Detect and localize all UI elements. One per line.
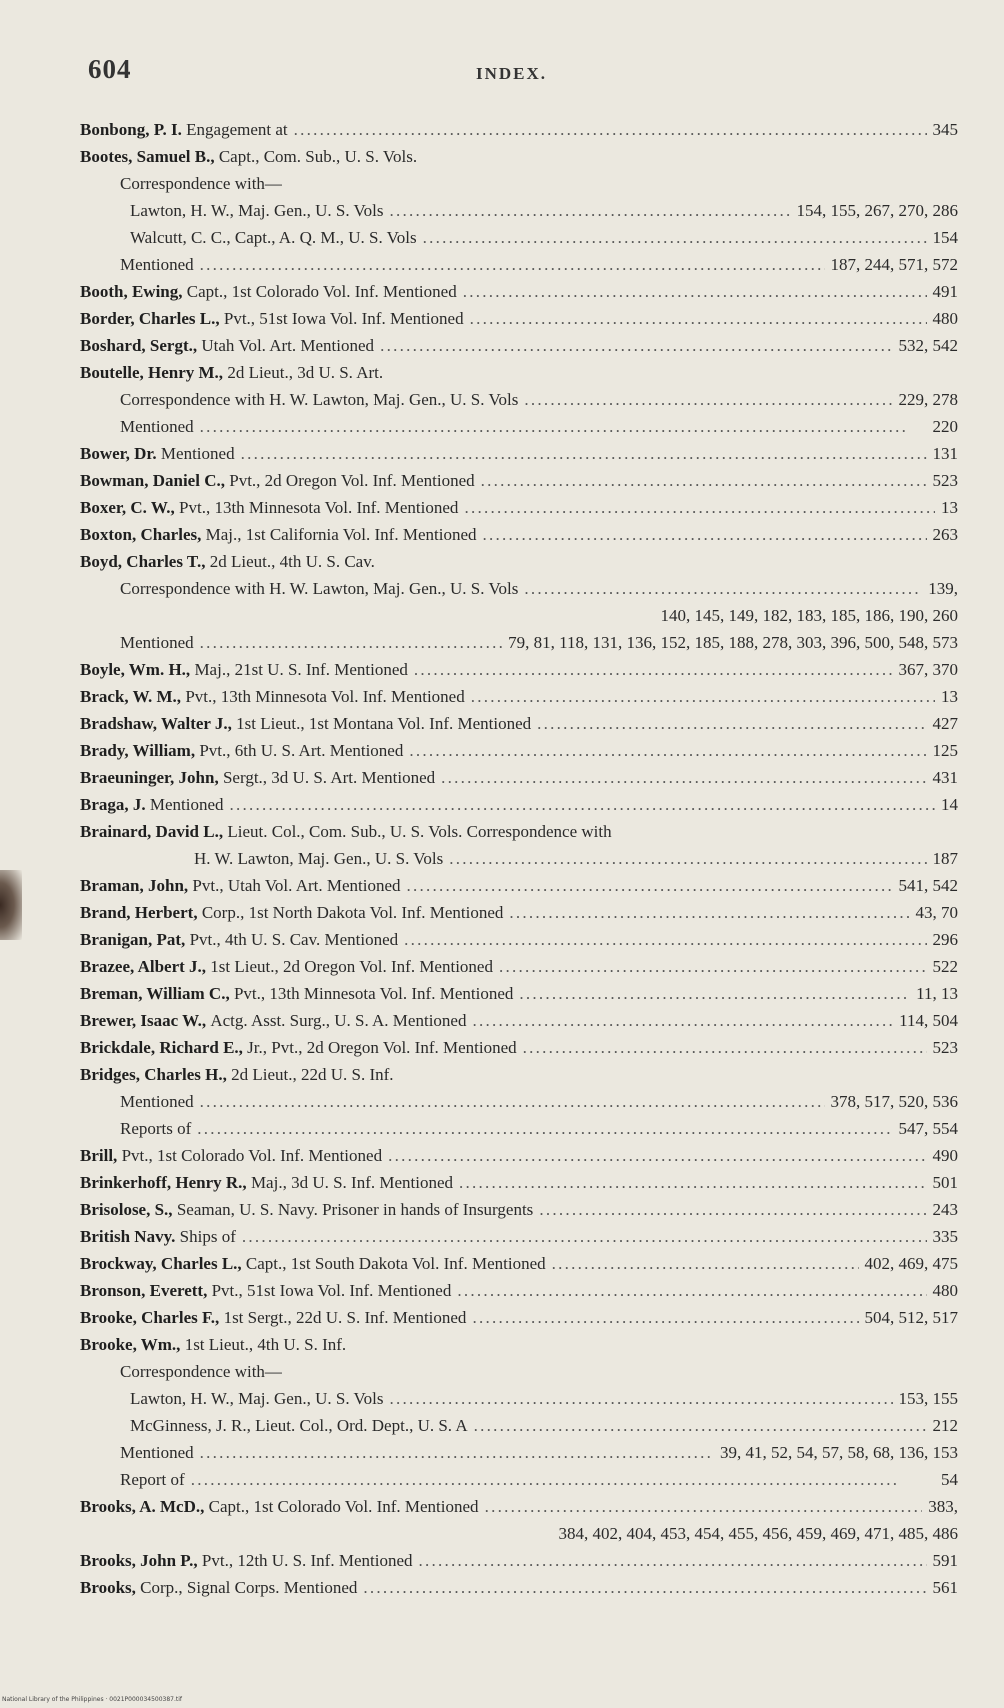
entry-pages: 13 bbox=[941, 498, 958, 517]
entry-description: Pvt., 4th U. S. Cav. Mentioned bbox=[189, 930, 399, 949]
entry-pages: 131 bbox=[932, 444, 958, 463]
index-entry bbox=[80, 170, 958, 197]
dot-leader bbox=[499, 953, 927, 980]
entry-pages: 541, 542 bbox=[898, 876, 958, 895]
scan-footer: National Library of the Philippines · 0021P000034500387.tif bbox=[2, 1696, 183, 1703]
entry-name: Brainard, David L., bbox=[80, 822, 224, 841]
entry-description: Lawton, H. W., Maj. Gen., U. S. Vols bbox=[130, 201, 384, 220]
index-entry bbox=[80, 278, 958, 305]
index-entry bbox=[80, 1250, 958, 1277]
dot-leader bbox=[481, 467, 927, 494]
dot-leader bbox=[409, 737, 926, 764]
entry-name: Bonbong, P. I. bbox=[80, 120, 182, 139]
dot-leader bbox=[464, 494, 935, 521]
entry-description: 2d Lieut., 4th U. S. Cav. bbox=[209, 552, 375, 571]
entry-pages: 384, 402, 404, 453, 454, 455, 456, 459, 469, 471, 485, 486 bbox=[558, 1524, 958, 1543]
entry-name: Brooke, Wm., bbox=[80, 1335, 181, 1354]
entry-pages: 523 bbox=[932, 1038, 958, 1057]
index-entry bbox=[80, 1304, 958, 1331]
entry-name: Brand, Herbert, bbox=[80, 903, 198, 922]
index-entry bbox=[80, 710, 958, 737]
entry-description: Pvt., 13th Minnesota Vol. Inf. Mentioned bbox=[233, 984, 514, 1003]
entry-pages: 296 bbox=[932, 930, 958, 949]
index-entry bbox=[80, 1466, 958, 1493]
dot-leader bbox=[230, 791, 935, 818]
entry-name: Braman, John, bbox=[80, 876, 189, 895]
entry-name: Braga, J. bbox=[80, 795, 146, 814]
entry-description: Maj., 21st U. S. Inf. Mentioned bbox=[194, 660, 408, 679]
entry-description: Corp., 1st North Dakota Vol. Inf. Mentioned bbox=[201, 903, 504, 922]
entry-description: 1st Sergt., 22d U. S. Inf. Mentioned bbox=[223, 1308, 467, 1327]
entry-description: Correspondence with— bbox=[120, 1362, 282, 1381]
entry-name: Boyle, Wm. H., bbox=[80, 660, 191, 679]
entry-description: Mentioned bbox=[120, 417, 194, 436]
dot-leader bbox=[509, 899, 909, 926]
index-entry bbox=[80, 818, 958, 845]
entry-pages: 367, 370 bbox=[898, 660, 958, 679]
dot-leader bbox=[414, 656, 893, 683]
entry-pages: 561 bbox=[932, 1578, 958, 1597]
index-entry bbox=[80, 548, 958, 575]
entry-description: Pvt., 51st Iowa Vol. Inf. Mentioned bbox=[223, 309, 464, 328]
entry-pages: 532, 542 bbox=[898, 336, 958, 355]
entry-pages: 501 bbox=[932, 1173, 958, 1192]
entry-description: 1st Lieut., 2d Oregon Vol. Inf. Mentioned bbox=[210, 957, 493, 976]
entry-pages: 263 bbox=[932, 525, 958, 544]
entry-description: Reports of bbox=[120, 1119, 192, 1138]
entry-pages: 402, 469, 475 bbox=[864, 1254, 958, 1273]
entry-description: Pvt., 6th U. S. Art. Mentioned bbox=[199, 741, 404, 760]
dot-leader bbox=[200, 413, 927, 440]
entry-description: Report of bbox=[120, 1470, 185, 1489]
dot-leader bbox=[200, 1439, 714, 1466]
dot-leader bbox=[539, 1196, 926, 1223]
entry-name: Brockway, Charles L., bbox=[80, 1254, 242, 1273]
dot-leader bbox=[472, 1304, 858, 1331]
entry-name: Brisolose, S., bbox=[80, 1200, 173, 1219]
index-entry bbox=[80, 1277, 958, 1304]
entry-name: Brady, William, bbox=[80, 741, 196, 760]
entry-pages: 114, 504 bbox=[899, 1011, 958, 1030]
dot-leader bbox=[470, 305, 927, 332]
dot-leader bbox=[471, 683, 935, 710]
dot-leader bbox=[380, 332, 892, 359]
entry-description: Seaman, U. S. Navy. Prisoner in hands of Insurgents bbox=[176, 1200, 534, 1219]
index-entry bbox=[80, 1115, 958, 1142]
entry-name: Boutelle, Henry M., bbox=[80, 363, 224, 382]
entry-pages: 187 bbox=[932, 849, 958, 868]
dot-leader bbox=[519, 980, 910, 1007]
entry-pages: 153, 155 bbox=[898, 1389, 958, 1408]
entry-pages: 335 bbox=[932, 1227, 958, 1246]
entry-name: Brooke, Charles F., bbox=[80, 1308, 220, 1327]
index-entry bbox=[80, 494, 958, 521]
index-entry bbox=[80, 1034, 958, 1061]
index-entry bbox=[80, 845, 958, 872]
index-entry bbox=[80, 467, 958, 494]
entry-description: Maj., 3d U. S. Inf. Mentioned bbox=[250, 1173, 454, 1192]
entry-name: Boxton, Charles, bbox=[80, 525, 202, 544]
index-entry bbox=[80, 521, 958, 548]
entry-name: Brooks, A. McD., bbox=[80, 1497, 205, 1516]
entry-name: Brack, W. M., bbox=[80, 687, 182, 706]
entry-name: Bradshaw, Walter J., bbox=[80, 714, 232, 733]
entry-description: Mentioned bbox=[120, 255, 194, 274]
entry-pages: 378, 517, 520, 536 bbox=[830, 1092, 958, 1111]
entry-name: Brill, bbox=[80, 1146, 118, 1165]
entry-pages: 220 bbox=[932, 417, 958, 436]
entry-pages: 547, 554 bbox=[898, 1119, 958, 1138]
entry-description: Mentioned bbox=[160, 444, 235, 463]
dot-leader bbox=[524, 575, 922, 602]
entry-pages: 229, 278 bbox=[898, 390, 958, 409]
dot-leader bbox=[474, 1412, 927, 1439]
entry-description: Capt., 1st Colorado Vol. Inf. Mentioned bbox=[208, 1497, 479, 1516]
dot-leader bbox=[241, 440, 927, 467]
entry-name: Branigan, Pat, bbox=[80, 930, 186, 949]
index-entry bbox=[80, 413, 958, 440]
entry-name: Brooks, bbox=[80, 1578, 136, 1597]
index-entry bbox=[80, 899, 958, 926]
entry-pages: 212 bbox=[932, 1416, 958, 1435]
entry-name: Brazee, Albert J., bbox=[80, 957, 207, 976]
index-entry bbox=[80, 1196, 958, 1223]
index-entry bbox=[80, 1088, 958, 1115]
entry-pages: 11, 13 bbox=[916, 984, 958, 1003]
entry-pages: 345 bbox=[932, 120, 958, 139]
entry-description: Pvt., 13th Minnesota Vol. Inf. Mentioned bbox=[179, 498, 459, 517]
entry-pages: 79, 81, 118, 131, 136, 152, 185, 188, 278, 303, 396, 500, 548, 573 bbox=[508, 633, 958, 652]
entry-pages: 591 bbox=[932, 1551, 958, 1570]
entry-name: Boyd, Charles T., bbox=[80, 552, 206, 571]
index-entry bbox=[80, 1169, 958, 1196]
entry-description: 2d Lieut., 3d U. S. Art. bbox=[227, 363, 384, 382]
dot-leader bbox=[523, 1034, 927, 1061]
entry-name: Bowman, Daniel C., bbox=[80, 471, 225, 490]
entry-pages: 383, bbox=[928, 1497, 958, 1516]
entry-description: Correspondence with H. W. Lawton, Maj. Gen., U. S. Vols bbox=[120, 579, 519, 598]
index-entry bbox=[80, 1142, 958, 1169]
entry-name: Boxer, C. W., bbox=[80, 498, 175, 517]
index-entry bbox=[80, 764, 958, 791]
index-entries bbox=[80, 116, 958, 1601]
index-entry bbox=[80, 1223, 958, 1250]
index-entry bbox=[80, 656, 958, 683]
entry-pages: 125 bbox=[932, 741, 958, 760]
entry-description: Mentioned bbox=[120, 633, 194, 652]
entry-name: Brinkerhoff, Henry R., bbox=[80, 1173, 247, 1192]
index-entry bbox=[80, 1547, 958, 1574]
entry-pages: 490 bbox=[932, 1146, 958, 1165]
index-entry bbox=[80, 575, 958, 602]
entry-pages: 427 bbox=[932, 714, 958, 733]
index-entry bbox=[80, 872, 958, 899]
entry-description: McGinness, J. R., Lieut. Col., Ord. Dept., U. S. A bbox=[130, 1416, 468, 1435]
entry-description: Pvt., Utah Vol. Art. Mentioned bbox=[192, 876, 401, 895]
entry-description: H. W. Lawton, Maj. Gen., U. S. Vols bbox=[194, 849, 444, 868]
entry-name: Bronson, Everett, bbox=[80, 1281, 208, 1300]
entry-pages: 504, 512, 517 bbox=[864, 1308, 958, 1327]
entry-description: Capt., 1st Colorado Vol. Inf. Mentioned bbox=[186, 282, 457, 301]
entry-pages: 139, bbox=[928, 579, 958, 598]
index-entry bbox=[80, 1412, 958, 1439]
dot-leader bbox=[485, 1493, 923, 1520]
entry-description: Engagement at bbox=[186, 120, 288, 139]
index-entry bbox=[80, 197, 958, 224]
index-entry bbox=[80, 1385, 958, 1412]
entry-description: 2d Lieut., 22d U. S. Inf. bbox=[231, 1065, 394, 1084]
index-entry bbox=[80, 791, 958, 818]
index-entry bbox=[80, 359, 958, 386]
dot-leader bbox=[294, 116, 927, 143]
index-entry bbox=[80, 737, 958, 764]
entry-description: Pvt., 12th U. S. Inf. Mentioned bbox=[201, 1551, 413, 1570]
entry-pages: 522 bbox=[932, 957, 958, 976]
entry-description: Correspondence with— bbox=[120, 174, 282, 193]
dot-leader bbox=[389, 197, 790, 224]
entry-description: Lawton, H. W., Maj. Gen., U. S. Vols bbox=[130, 1389, 384, 1408]
dot-leader bbox=[441, 764, 926, 791]
index-entry bbox=[80, 1439, 958, 1466]
entry-description: 1st Lieut., 1st Montana Vol. Inf. Mentioned bbox=[236, 714, 532, 733]
page-number: 604 bbox=[88, 54, 132, 84]
page-title: INDEX. bbox=[476, 64, 548, 83]
entry-description: Corp., Signal Corps. Mentioned bbox=[140, 1578, 358, 1597]
dot-leader bbox=[389, 1385, 892, 1412]
dot-leader bbox=[463, 278, 927, 305]
dot-leader bbox=[537, 710, 926, 737]
dot-leader bbox=[419, 1547, 927, 1574]
entry-pages: 39, 41, 52, 54, 57, 58, 68, 136, 153 bbox=[720, 1443, 958, 1462]
index-entry bbox=[80, 1520, 958, 1547]
index-entry bbox=[80, 116, 958, 143]
index-entry bbox=[80, 332, 958, 359]
index-entry bbox=[80, 386, 958, 413]
dot-leader bbox=[200, 1088, 825, 1115]
entry-description: Pvt., 2d Oregon Vol. Inf. Mentioned bbox=[229, 471, 475, 490]
entry-description: Mentioned bbox=[120, 1092, 194, 1111]
entry-pages: 54 bbox=[941, 1470, 958, 1489]
dot-leader bbox=[472, 1007, 893, 1034]
entry-description: Mentioned bbox=[149, 795, 224, 814]
entry-name: Brickdale, Richard E., bbox=[80, 1038, 243, 1057]
dot-leader bbox=[191, 1466, 935, 1493]
entry-pages: 13 bbox=[941, 687, 958, 706]
entry-name: Bower, Dr. bbox=[80, 444, 157, 463]
dot-leader bbox=[200, 251, 825, 278]
index-entry bbox=[80, 305, 958, 332]
dot-leader bbox=[407, 872, 893, 899]
dot-leader bbox=[388, 1142, 926, 1169]
entry-name: Border, Charles L., bbox=[80, 309, 220, 328]
entry-pages: 154 bbox=[932, 228, 958, 247]
dot-leader bbox=[457, 1277, 926, 1304]
entry-pages: 243 bbox=[932, 1200, 958, 1219]
dot-leader bbox=[242, 1223, 927, 1250]
entry-name: British Navy. bbox=[80, 1227, 176, 1246]
index-entry bbox=[80, 224, 958, 251]
dot-leader bbox=[423, 224, 927, 251]
entry-description: Sergt., 3d U. S. Art. Mentioned bbox=[222, 768, 436, 787]
entry-description: Ships of bbox=[179, 1227, 236, 1246]
index-entry bbox=[80, 926, 958, 953]
index-entry bbox=[80, 251, 958, 278]
index-entry bbox=[80, 683, 958, 710]
binding-shadow bbox=[0, 870, 22, 940]
index-entry bbox=[80, 1574, 958, 1601]
index-entry bbox=[80, 1358, 958, 1385]
entry-name: Breman, William C., bbox=[80, 984, 230, 1003]
index-entry bbox=[80, 1061, 958, 1088]
dot-leader bbox=[483, 521, 927, 548]
entry-pages: 523 bbox=[932, 471, 958, 490]
entry-pages: 140, 145, 149, 182, 183, 185, 186, 190, 260 bbox=[660, 606, 958, 625]
entry-name: Bridges, Charles H., bbox=[80, 1065, 227, 1084]
dot-leader bbox=[449, 845, 926, 872]
dot-leader bbox=[404, 926, 926, 953]
entry-description: Pvt., 51st Iowa Vol. Inf. Mentioned bbox=[211, 1281, 452, 1300]
index-entry bbox=[80, 1007, 958, 1034]
entry-description: Capt., Com. Sub., U. S. Vols. bbox=[218, 147, 418, 166]
dot-leader bbox=[552, 1250, 859, 1277]
entry-description: Lieut. Col., Com. Sub., U. S. Vols. Correspondence with bbox=[227, 822, 612, 841]
dot-leader bbox=[524, 386, 892, 413]
index-entry bbox=[80, 143, 958, 170]
dot-leader bbox=[363, 1574, 926, 1601]
entry-name: Bootes, Samuel B., bbox=[80, 147, 215, 166]
entry-description: Jr., Pvt., 2d Oregon Vol. Inf. Mentioned bbox=[247, 1038, 517, 1057]
entry-description: 1st Lieut., 4th U. S. Inf. bbox=[184, 1335, 347, 1354]
index-entry bbox=[80, 980, 958, 1007]
index-entry bbox=[80, 629, 958, 656]
entry-name: Booth, Ewing, bbox=[80, 282, 183, 301]
index-entry bbox=[80, 1493, 958, 1520]
entry-name: Brewer, Isaac W., bbox=[80, 1011, 207, 1030]
entry-description: Correspondence with H. W. Lawton, Maj. Gen., U. S. Vols bbox=[120, 390, 519, 409]
entry-description: Maj., 1st California Vol. Inf. Mentioned bbox=[205, 525, 477, 544]
entry-description: Pvt., 13th Minnesota Vol. Inf. Mentioned bbox=[185, 687, 465, 706]
entry-description: Utah Vol. Art. Mentioned bbox=[201, 336, 375, 355]
dot-leader bbox=[200, 629, 502, 656]
entry-name: Braeuninger, John, bbox=[80, 768, 219, 787]
entry-pages: 187, 244, 571, 572 bbox=[830, 255, 958, 274]
entry-description: Walcutt, C. C., Capt., A. Q. M., U. S. Vols bbox=[130, 228, 417, 247]
index-entry bbox=[80, 602, 958, 629]
entry-name: Boshard, Sergt., bbox=[80, 336, 198, 355]
entry-pages: 491 bbox=[932, 282, 958, 301]
entry-pages: 480 bbox=[932, 309, 958, 328]
entry-pages: 431 bbox=[932, 768, 958, 787]
entry-pages: 154, 155, 267, 270, 286 bbox=[796, 201, 958, 220]
entry-description: Pvt., 1st Colorado Vol. Inf. Mentioned bbox=[121, 1146, 383, 1165]
entry-name: Brooks, John P., bbox=[80, 1551, 198, 1570]
entry-pages: 14 bbox=[941, 795, 958, 814]
entry-pages: 43, 70 bbox=[915, 903, 958, 922]
dot-leader bbox=[197, 1115, 892, 1142]
entry-description: Capt., 1st South Dakota Vol. Inf. Mentioned bbox=[245, 1254, 546, 1273]
entry-description: Actg. Asst. Surg., U. S. A. Mentioned bbox=[210, 1011, 467, 1030]
index-entry bbox=[80, 440, 958, 467]
entry-pages: 480 bbox=[932, 1281, 958, 1300]
dot-leader bbox=[459, 1169, 926, 1196]
index-entry bbox=[80, 1331, 958, 1358]
index-entry bbox=[80, 953, 958, 980]
entry-description: Mentioned bbox=[120, 1443, 194, 1462]
